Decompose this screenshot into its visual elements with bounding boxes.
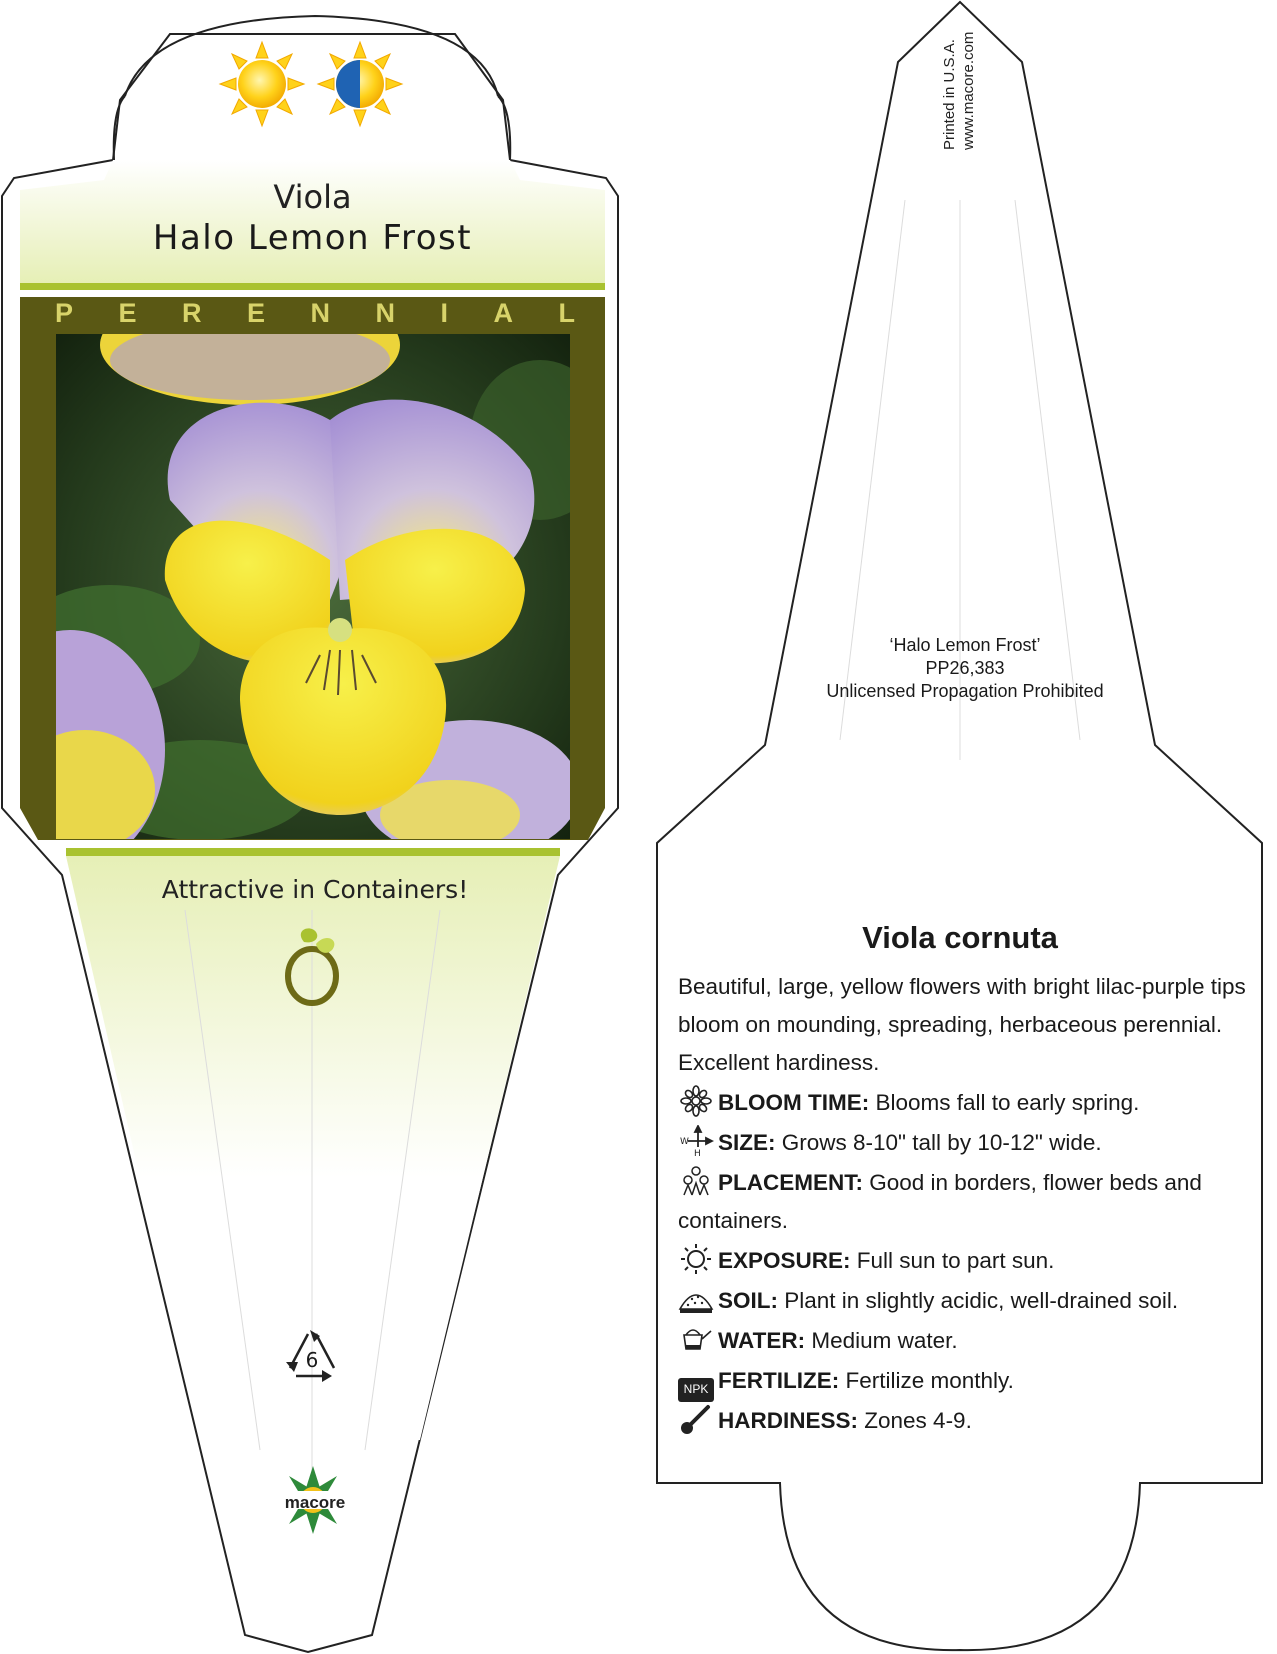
category-letter: E	[118, 298, 137, 328]
category-label	[55, 298, 575, 329]
tip-stripe	[66, 848, 560, 856]
svg-text:H: H	[694, 1149, 701, 1157]
recycle-code: 6	[305, 1348, 319, 1372]
brand-name: macore	[284, 1493, 346, 1512]
category-letter: R	[182, 298, 202, 328]
thermometer-icon	[678, 1403, 714, 1435]
plant-cultivar-name: Halo Lemon Frost	[152, 218, 473, 258]
category-letter: E	[246, 298, 265, 328]
full-sun-icon	[220, 42, 304, 126]
sun-icon	[678, 1243, 714, 1275]
care-exposure: EXPOSURE: Full sun to part sun.	[678, 1242, 1054, 1280]
category-letter: L	[558, 298, 575, 328]
species-name: Viola cornuta	[862, 920, 1058, 955]
tagline: Attractive in Containers!	[161, 875, 469, 904]
printed-info	[940, 32, 978, 150]
website: www.macore.com	[960, 31, 977, 150]
size-arrows-icon	[678, 1125, 714, 1157]
placement-icon	[678, 1165, 714, 1197]
care-hardiness: HARDINESS: Zones 4-9.	[678, 1402, 972, 1440]
patent-number: PP26,383	[925, 658, 1005, 678]
plant-description: Beautiful, large, yellow flowers with bright lilac-purple tips bloom on mounding, spreading, herbaceous perennial. Excellent hardiness.	[678, 974, 1246, 1075]
plant-genus: Viola	[273, 178, 352, 216]
care-fertilize: NPK FERTILIZE: Fertilize monthly.	[678, 1362, 1014, 1402]
category-letter: A	[493, 298, 513, 328]
category-letter: N	[310, 298, 330, 328]
part-sun-icon	[318, 42, 402, 126]
svg-text:W: W	[680, 1137, 689, 1147]
category-letter: I	[440, 298, 448, 328]
care-water: WATER: Medium water.	[678, 1322, 958, 1360]
patent-block	[770, 634, 1160, 703]
printed-in: Printed in U.S.A.	[941, 39, 958, 150]
npk-icon: NPK	[678, 1378, 714, 1402]
care-size: W H SIZE: Grows 8-10" tall by 10-12" wide.	[678, 1124, 1102, 1162]
care-soil: SOIL: Plant in slightly acidic, well-drained soil.	[678, 1282, 1178, 1320]
viola-flower-photo	[0, 285, 610, 870]
watering-can-icon	[678, 1323, 714, 1355]
category-letter: N	[375, 298, 395, 328]
care-bloom-time: BLOOM TIME: Blooms fall to early spring.	[678, 1084, 1139, 1122]
patent-name: ‘Halo Lemon Frost’	[889, 635, 1041, 655]
soil-icon	[678, 1283, 714, 1315]
flower-icon	[678, 1085, 714, 1117]
category-letter: P	[55, 298, 74, 328]
patent-note: Unlicensed Propagation Prohibited	[826, 681, 1104, 701]
header-stripe	[20, 283, 605, 290]
care-placement: PLACEMENT: Good in borders, flower beds and	[678, 1164, 1202, 1202]
care-placement-continued: containers.	[678, 1208, 789, 1233]
